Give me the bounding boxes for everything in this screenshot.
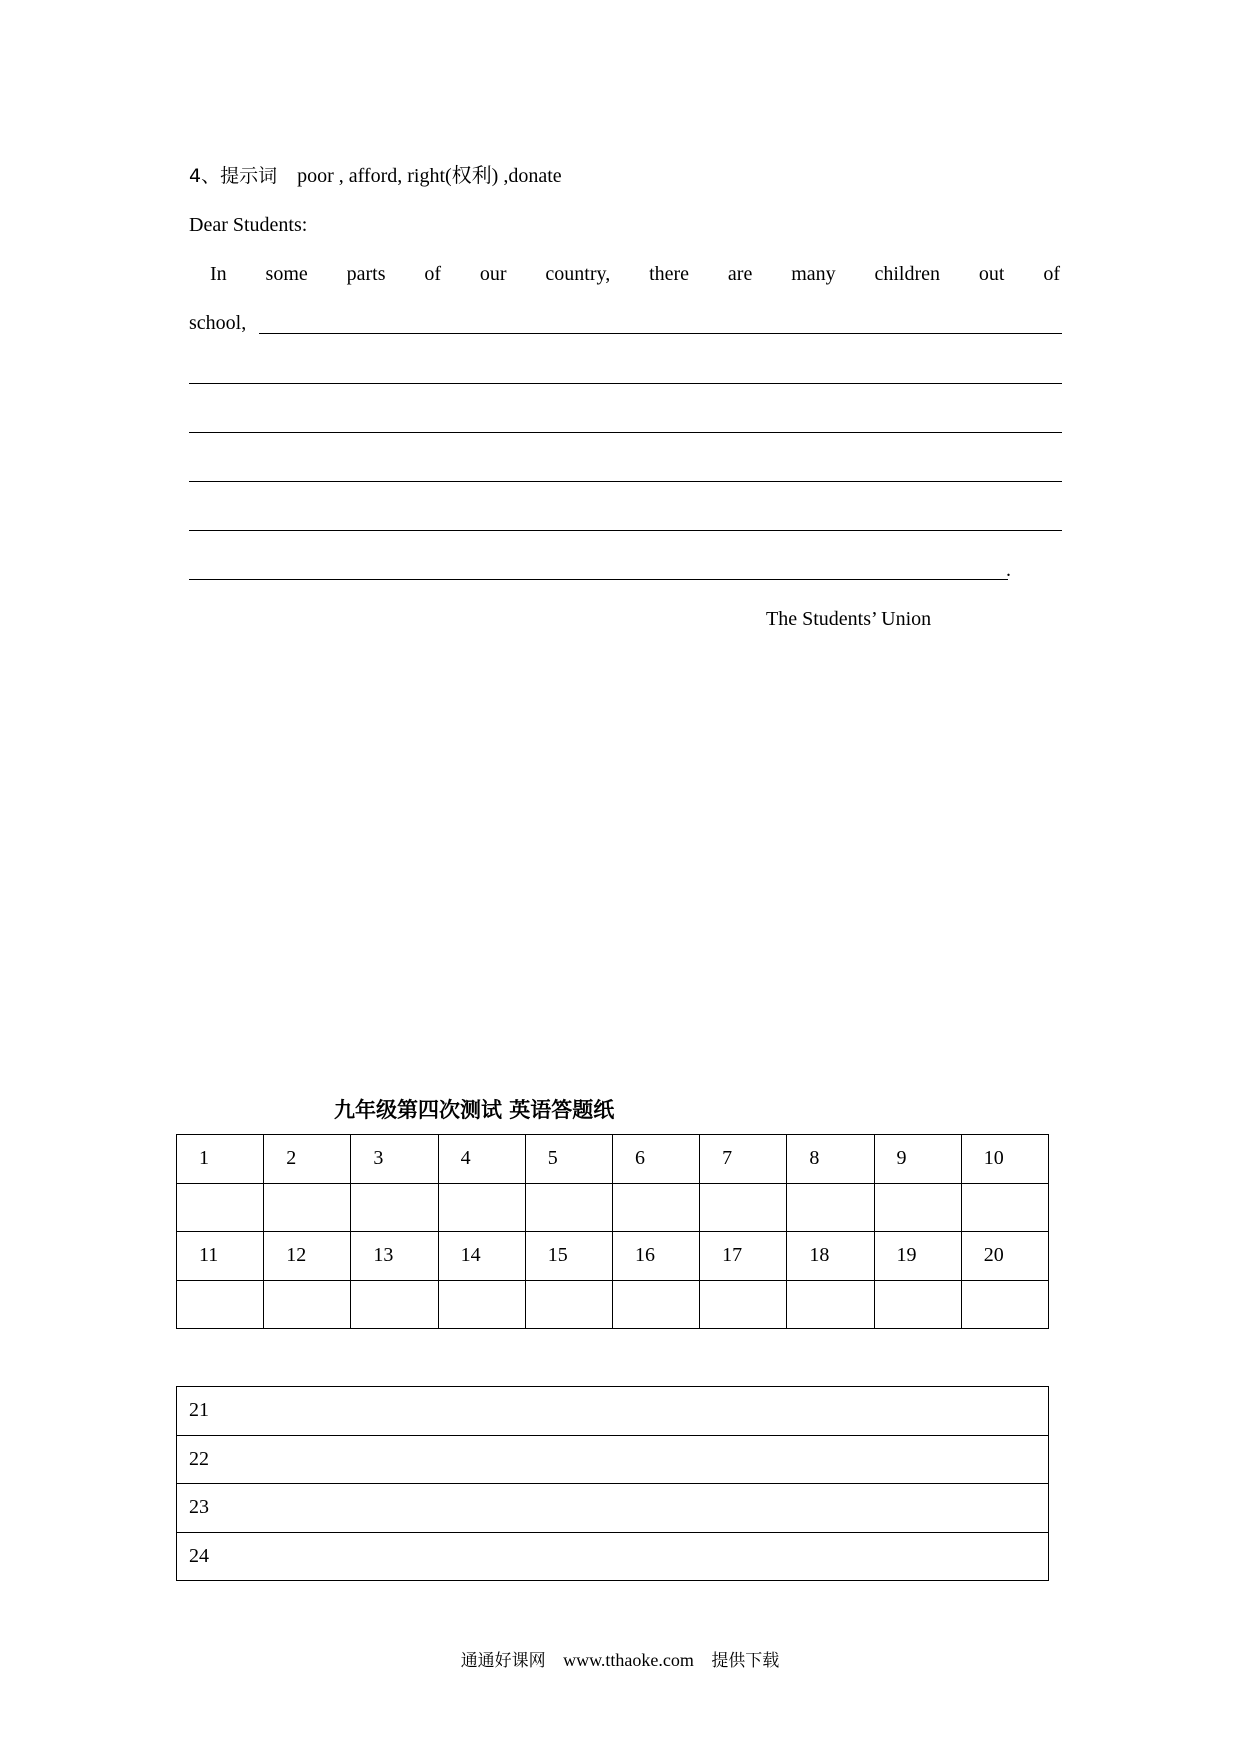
answer-sheet-title: 九年级第四次测试 英语答题纸 [334, 1098, 615, 1122]
grid-number-row-1 [177, 1135, 1049, 1184]
answer-grid [176, 1134, 1049, 1329]
long-answer-table [176, 1386, 1049, 1581]
first-line-word: some [265, 263, 308, 285]
salutation: Dear Students: [189, 214, 308, 236]
answer-cell[interactable] [961, 1183, 1048, 1232]
answer-cell[interactable] [612, 1183, 699, 1232]
answer-cell[interactable] [874, 1183, 961, 1232]
footer-suffix: 提供下载 [711, 1651, 780, 1671]
grid-answer-row-2 [177, 1280, 1049, 1329]
question-number-cell: 9 [874, 1135, 961, 1184]
answer-cell[interactable] [438, 1280, 525, 1329]
answer-cell[interactable] [787, 1183, 874, 1232]
first-line-word: there [649, 263, 690, 285]
long-answer-row[interactable] [177, 1532, 1049, 1581]
writing-line-3[interactable] [189, 432, 1062, 433]
first-line-word: parts [346, 263, 386, 285]
question-number-cell: 3 [351, 1135, 438, 1184]
answer-cell[interactable] [874, 1280, 961, 1329]
prompt-words: poor , afford, right(权利) ,donate [297, 165, 562, 187]
first-line-word: our [479, 263, 507, 285]
question-number-cell: 18 [787, 1232, 874, 1281]
footer-site-name: 通通好课网 [460, 1651, 546, 1671]
long-answer-row[interactable] [177, 1484, 1049, 1533]
answer-cell[interactable] [264, 1183, 351, 1232]
grid-answer-row-1 [177, 1183, 1049, 1232]
answer-cell[interactable] [612, 1280, 699, 1329]
first-line-word: of [424, 263, 442, 285]
answer-cell[interactable] [177, 1280, 264, 1329]
answer-cell[interactable] [264, 1280, 351, 1329]
writing-line-6[interactable] [189, 579, 1008, 580]
letter-second-line-start: school, [189, 312, 247, 334]
question-number-cell: 1 [177, 1135, 264, 1184]
long-answer-number: 21 [177, 1387, 1049, 1436]
question-number-cell: 10 [961, 1135, 1048, 1184]
question-number-cell: 4 [438, 1135, 525, 1184]
question-number-cell: 6 [612, 1135, 699, 1184]
first-line-word: out [978, 263, 1005, 285]
question-number-cell: 12 [264, 1232, 351, 1281]
question-number-cell: 14 [438, 1232, 525, 1281]
end-period: . [1006, 559, 1011, 581]
question-number-cell: 16 [612, 1232, 699, 1281]
answer-cell[interactable] [787, 1280, 874, 1329]
answer-cell[interactable] [351, 1280, 438, 1329]
prompt-line [189, 164, 562, 188]
question-number-cell: 7 [700, 1135, 787, 1184]
first-line-word: In [210, 263, 227, 285]
question-number-cell: 11 [177, 1232, 264, 1281]
long-answer-number: 22 [177, 1435, 1049, 1484]
footer [0, 1646, 1240, 1671]
writing-line-5[interactable] [189, 530, 1062, 531]
prompt-number: 4、提示词 [189, 165, 278, 187]
question-number-cell: 2 [264, 1135, 351, 1184]
question-number-cell: 15 [525, 1232, 612, 1281]
writing-line-2[interactable] [189, 383, 1062, 384]
answer-cell[interactable] [525, 1183, 612, 1232]
long-answer-row[interactable] [177, 1387, 1049, 1436]
answer-cell[interactable] [961, 1280, 1048, 1329]
signature: The Students’ Union [766, 608, 932, 630]
question-number-cell: 17 [700, 1232, 787, 1281]
question-number-cell: 20 [961, 1232, 1048, 1281]
question-number-cell: 13 [351, 1232, 438, 1281]
footer-url[interactable]: www.tthaoke.com [563, 1650, 694, 1670]
answer-cell[interactable] [525, 1280, 612, 1329]
long-answer-number: 23 [177, 1484, 1049, 1533]
answer-cell[interactable] [177, 1183, 264, 1232]
answer-cell[interactable] [700, 1183, 787, 1232]
first-line-word: many [791, 263, 836, 285]
first-line-word: of [1043, 263, 1060, 285]
letter-first-line [210, 262, 1060, 286]
first-line-word: children [874, 263, 941, 285]
answer-cell[interactable] [438, 1183, 525, 1232]
answer-cell[interactable] [351, 1183, 438, 1232]
writing-line-4[interactable] [189, 481, 1062, 482]
first-line-word: are [727, 263, 753, 285]
writing-line-1[interactable] [259, 333, 1062, 334]
question-number-cell: 5 [525, 1135, 612, 1184]
question-number-cell: 19 [874, 1232, 961, 1281]
first-line-word: country, [545, 263, 611, 285]
question-number-cell: 8 [787, 1135, 874, 1184]
grid-number-row-2 [177, 1232, 1049, 1281]
long-answer-number: 24 [177, 1532, 1049, 1581]
answer-cell[interactable] [700, 1280, 787, 1329]
long-answer-row[interactable] [177, 1435, 1049, 1484]
